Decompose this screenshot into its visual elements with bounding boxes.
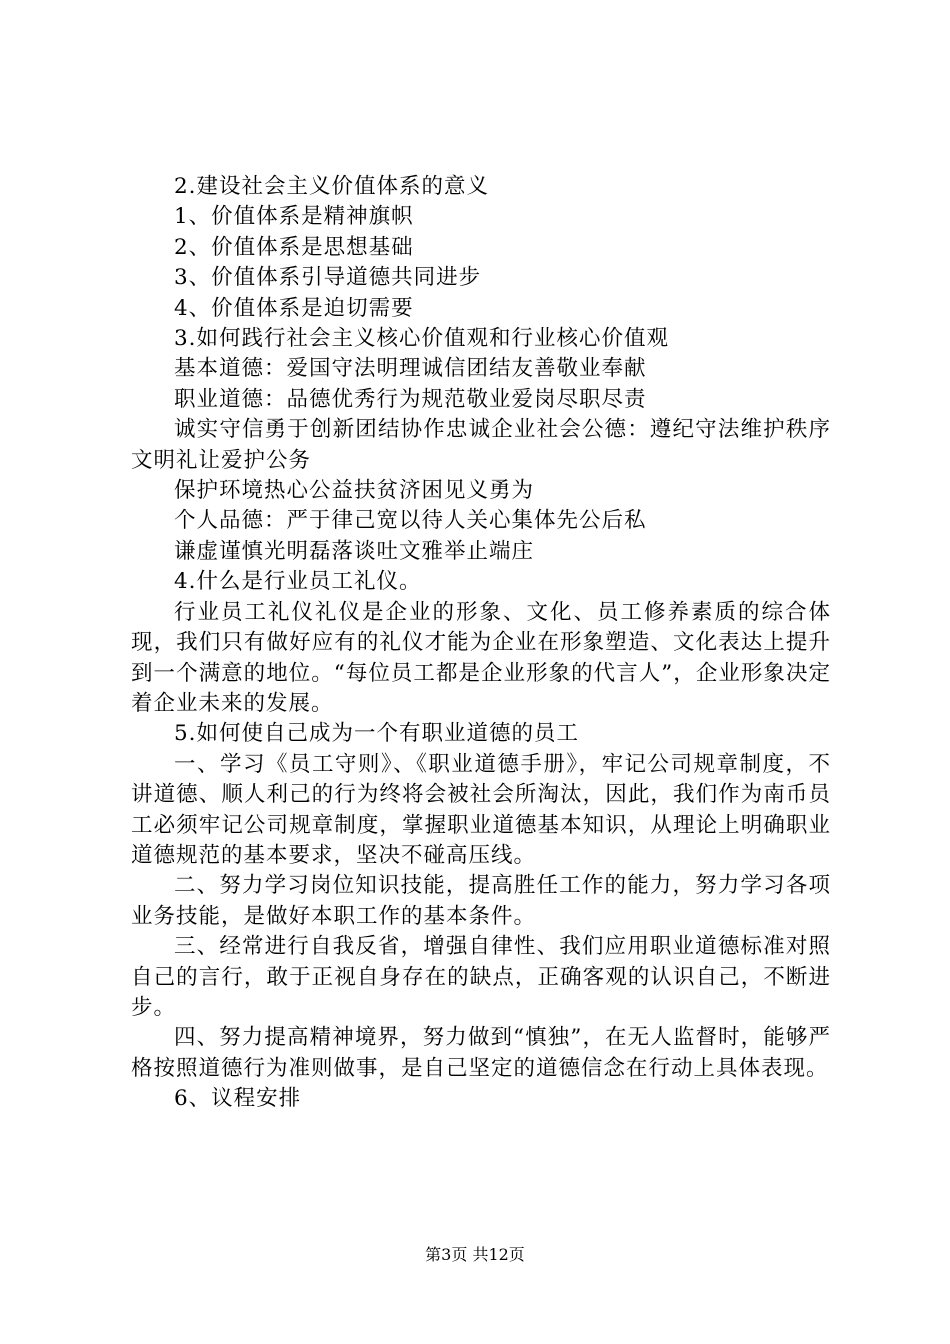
text-line: 保护环境热心公益扶贫济困见义勇为	[174, 478, 535, 504]
document-body	[131, 172, 831, 1115]
heading-4: 4.什么是行业员工礼仪。	[174, 569, 422, 595]
paragraph: 行业员工礼仪礼仪是企业的形象、文化、员工修养素质的综合体现，我们只有做好应有的礼仪才能为企业在形象塑造、文化表达上提升到一个满意的地位。“每位员工都是企业形象的代言人”，企业形象决定着企业未来的发展。	[131, 599, 831, 716]
heading-5: 5.如何使自己成为一个有职业道德的员工	[174, 721, 580, 747]
paragraph: 三、经常进行自我反省，增强自律性、我们应用职业道德标准对照自己的言行，敢于正视自身存在的缺点，正确客观的认识自己，不断进步。	[131, 934, 831, 1020]
paragraph: 诚实守信勇于创新团结协作忠诚企业社会公德：遵纪守法维护秩序文明礼让爱护公务	[131, 417, 831, 473]
list-item: 2、价值体系是思想基础	[174, 234, 414, 260]
list-item: 4、价值体系是迫切需要	[174, 295, 414, 321]
paragraph: 四、努力提高精神境界，努力做到“慎独”，在无人监督时，能够严格按照道德行为准则做事，是自己坚定的道德信念在行动上具体表现。	[131, 1025, 831, 1081]
page-footer: 第3页 共12页	[425, 1245, 525, 1264]
text-line: 个人品德：严于律己宽以待人关心集体先公后私	[174, 508, 647, 534]
text-line: 职业道德：品德优秀行为规范敬业爱岗尽职尽责	[174, 386, 647, 412]
text-line: 基本道德：爱国守法明理诚信团结友善敬业奉献	[174, 356, 647, 382]
heading-2: 2.建设社会主义价值体系的意义	[174, 174, 490, 199]
text-line: 谦虚谨慎光明磊落谈吐文雅举止端庄	[174, 538, 535, 564]
paragraph: 二、努力学习岗位知识技能，提高胜任工作的能力，努力学习各项业务技能，是做好本职工作的基本条件。	[131, 873, 831, 929]
paragraph: 一、学习《员工守则》、《职业道德手册》，牢记公司规章制度，不讲道德、顺人利己的行为终将会被社会所淘汰，因此，我们作为南币员工必须牢记公司规章制度，掌握职业道德基本知识，从理论上明确职业道德规范的基本要求，坚决不碰高压线。	[131, 751, 831, 868]
list-item: 1、价值体系是精神旗帜	[174, 204, 414, 230]
heading-6: 6、议程安排	[174, 1086, 302, 1112]
list-item: 3、价值体系引导道德共同进步	[174, 265, 482, 291]
heading-3: 3.如何践行社会主义核心价值观和行业核心价值观	[174, 326, 670, 352]
